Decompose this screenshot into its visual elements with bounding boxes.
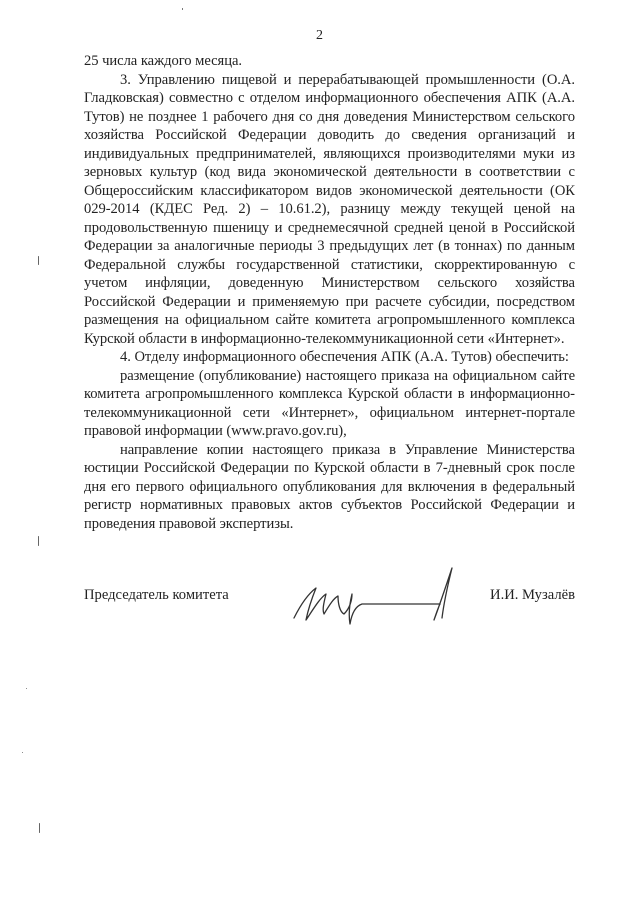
handwritten-signature — [290, 564, 462, 632]
scan-dot — [182, 8, 183, 10]
signatory-title: Председатель комитета — [84, 587, 229, 603]
paragraph-4: 4. Отделу информационного обеспечения АПК (А.А. Тутов) обеспечить: — [120, 349, 569, 365]
document-body — [84, 52, 575, 533]
scan-dot — [26, 688, 27, 689]
scan-dot — [39, 823, 40, 833]
paragraph-continuation: 25 числа каждого месяца. — [84, 53, 242, 69]
scan-dot — [22, 752, 23, 753]
page-number: 2 — [316, 28, 323, 43]
scan-dot — [38, 536, 39, 546]
signatory-name: И.И. Музалёв — [490, 587, 575, 603]
paragraph-4-item-publication: размещение (опубликование) настоящего приказа на официальном сайте комитета агропромышленного комплекса Курской области в информационно-телекоммуникационной сети «Интернет», официальном интернет-портале правовой информации (www.pravo.gov.ru), — [84, 367, 575, 439]
signature-block — [84, 586, 575, 626]
paragraph-4-item-ministry-copy: направление копии настоящего приказа в Управление Министерства юстиции Российской Федерации по Курской области в 7-дневный срок после дня его первого официального опубликования для включения в федеральный регистр нормативных правовых актов субъектов Российской Федерации и проведения правовой экспертизы. — [84, 441, 575, 532]
scan-dot — [38, 256, 39, 265]
paragraph-3: 3. Управлению пищевой и перерабатывающей промышленности (О.А. Гладковская) совместно с отделом информационного обеспечения АПК (А.А. Тутов) не позднее 1 рабочего дня со дня доведения Министерством сельского хозяйства Российской Федерации доводить до сведения организаций и индивидуальных предпринимателей, являющихся производителями муки из зерновых культур (код вида экономической деятельности в соответствии с Общероссийским классификатором видов экономической деятельности (ОК 029-2014 (КДЕС Ред. 2) – 10.61.2), разницу между текущей ценой на продовольственную пшеницу и среднемесячной средней ценой в Российской Федерации за аналогичные периоды 3 предыдущих лет (в тоннах) по данным Федеральной службы государственной статистики, скорректированную с учетом инфляции, доведенную Министерством сельского хозяйства Российской Федерации и применяемую при расчете субсидии, посредством размещения на официальном сайте комитета агропромышленного комплекса Курской области в информационно-телекоммуникационной сети «Интернет». — [84, 71, 575, 347]
